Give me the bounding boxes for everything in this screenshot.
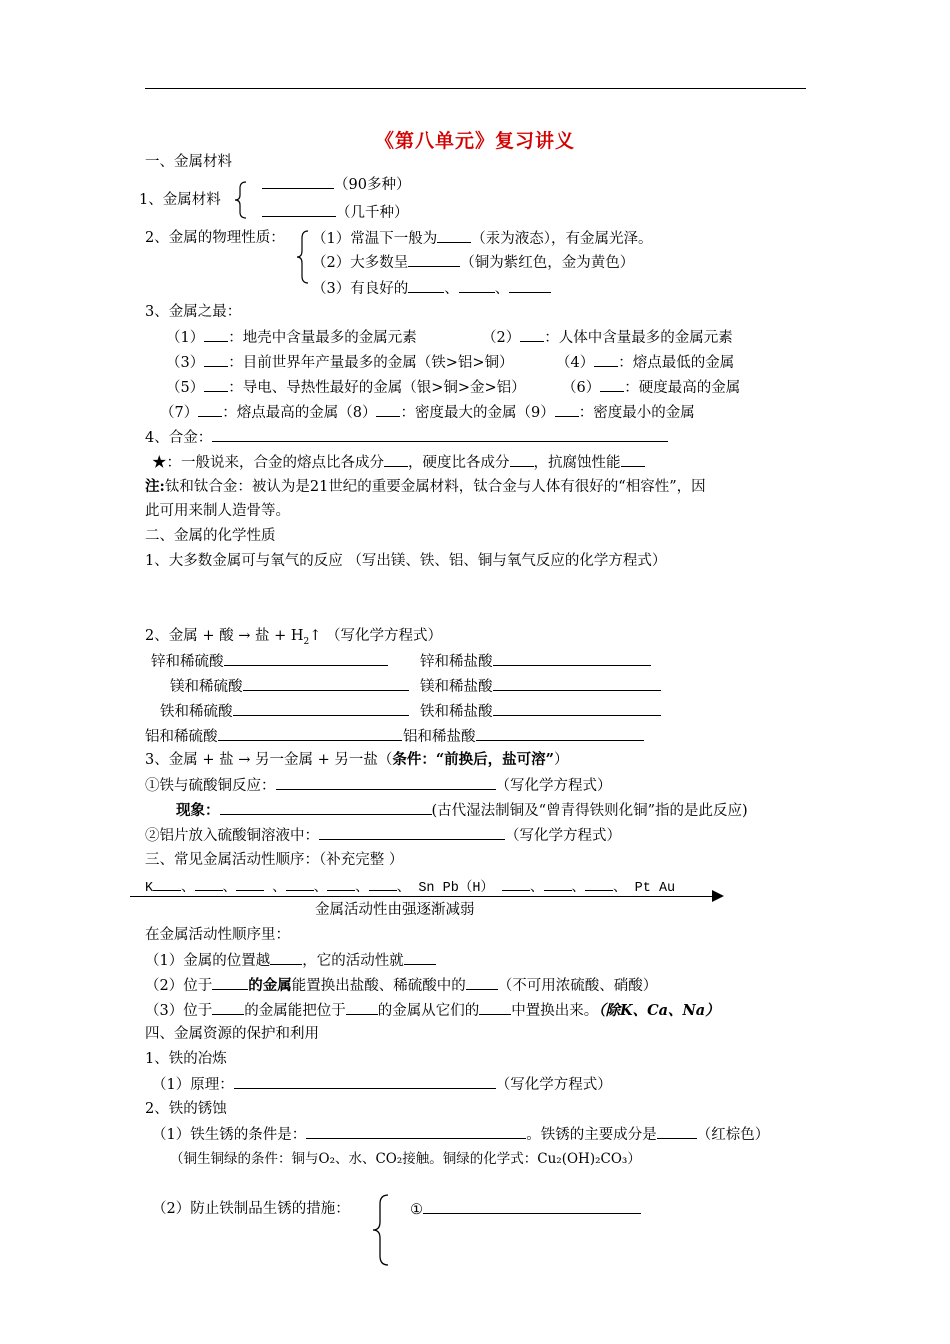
blank[interactable]: [459, 278, 495, 293]
brace-icon: [234, 181, 248, 219]
zn-hcl: 锌和稀盐酸: [420, 651, 651, 672]
smelting-principle: （1）原理： （写化学方程式）: [152, 1074, 612, 1095]
metal-superlatives-heading: 3、金属之最：: [145, 304, 242, 320]
blank[interactable]: [195, 876, 223, 891]
mg-h2so4: 镁和稀硫酸: [170, 676, 409, 697]
blank[interactable]: [198, 402, 222, 417]
blank[interactable]: [493, 651, 651, 666]
blank[interactable]: [220, 800, 432, 815]
section-4-heading: 四、金属资源的保护和利用: [145, 1026, 319, 1042]
blank[interactable]: [404, 950, 436, 965]
blank[interactable]: [204, 377, 228, 392]
zn-h2so4: 锌和稀硫酸: [151, 651, 388, 672]
blank[interactable]: [594, 352, 618, 367]
blank[interactable]: [423, 1199, 641, 1214]
blank[interactable]: [234, 1074, 496, 1089]
activity-intro: 在金属活动性顺序里：: [145, 927, 290, 943]
rule-3: （3）位于 的金属能把位于 的金属从它们的 中置换出来。（除K、Ca、Na）: [145, 1002, 720, 1019]
titanium-note-cont: 此可用来制人造骨等。: [145, 503, 290, 519]
blank[interactable]: [327, 876, 355, 891]
blank[interactable]: [346, 1000, 378, 1015]
blank[interactable]: [243, 676, 409, 691]
blank[interactable]: [408, 252, 460, 267]
fe-hcl: 铁和稀盐酸: [420, 701, 661, 722]
blank[interactable]: [319, 825, 505, 840]
blank[interactable]: [544, 876, 572, 891]
superlative-6: （6） ：硬度最高的金属: [562, 377, 740, 398]
blank[interactable]: [306, 1124, 526, 1139]
fe-cuso4: ①铁与硫酸铜反应： （写化学方程式）: [145, 775, 612, 796]
section-1-heading: 一、金属材料: [145, 154, 232, 170]
phenomenon-line: 现象： (古代湿法制铜及“曾青得铁则化铜”指的是此反应): [176, 802, 748, 819]
metal-type-2: （几千种）: [262, 202, 409, 223]
metal-material-label: 1、金属材料: [139, 192, 221, 208]
blank[interactable]: [153, 876, 181, 891]
activity-arrow: [130, 896, 718, 897]
metal-acid-heading: 2、金属 + 酸 → 盐 + $H_2↑$ （写化学方程式）: [145, 628, 442, 647]
blank[interactable]: [204, 327, 228, 342]
metal-salt-heading: 3、金属 + 盐 → 另一金属 + 另一盐（条件：“前换后，盐可溶”）: [145, 751, 569, 768]
al-h2so4: 铝和稀硫酸: [145, 726, 402, 747]
mg-hcl: 镁和稀盐酸: [420, 676, 661, 697]
al-hcl: 铝和稀盐酸: [403, 726, 644, 747]
blank[interactable]: [600, 377, 624, 392]
iron-smelting-heading: 1、铁的冶炼: [145, 1051, 227, 1067]
blank[interactable]: [286, 876, 314, 891]
blank[interactable]: [276, 775, 496, 790]
superlative-3: （3） ：目前世界年产量最多的金属（铁>铝>铜）: [166, 352, 514, 373]
blank[interactable]: [262, 202, 336, 217]
blank[interactable]: [212, 975, 248, 990]
blank[interactable]: [509, 278, 551, 293]
section-3-heading: 三、常见金属活动性顺序：（补充完整 ）: [145, 852, 404, 868]
prop-3: （3）有良好的 、 、: [312, 278, 551, 299]
blank[interactable]: [270, 950, 302, 965]
superlative-1: （1） ：地壳中含量最多的金属元素: [166, 327, 417, 348]
blank[interactable]: [520, 327, 544, 342]
brace-icon: [296, 230, 310, 284]
blank[interactable]: [212, 1000, 244, 1015]
page-title: 《第八单元》复习讲义: [374, 130, 575, 152]
rule-1: （1）金属的位置越 ，它的活动性就: [145, 950, 436, 971]
blank[interactable]: [621, 452, 645, 467]
blank[interactable]: [437, 228, 471, 243]
iron-rust-heading: 2、铁的锈蚀: [145, 1101, 227, 1117]
superlative-7-9: （7） ：熔点最高的金属（8） ：密度最大的金属（9） ：密度最小的金属: [160, 402, 695, 423]
rust-prevention-label: （2）防止铁制品生锈的措施：: [152, 1201, 350, 1217]
prevention-1: ①: [410, 1199, 641, 1220]
activity-series: K 、 、 、 、 、 、 Sn Pb（H） 、 、 、 Pt Au: [145, 876, 675, 899]
blank[interactable]: [384, 452, 408, 467]
blank[interactable]: [555, 402, 579, 417]
blank[interactable]: [369, 876, 397, 891]
alloy-star-line: ★：一般说来，合金的熔点比各成分 ，硬度比各成分 ，抗腐蚀性能: [152, 452, 645, 473]
blank[interactable]: [212, 427, 668, 442]
blank[interactable]: [236, 876, 264, 891]
blank[interactable]: [224, 651, 388, 666]
blank[interactable]: [502, 876, 530, 891]
rust-conditions: （1）铁生锈的条件是： 。铁锈的主要成分是 （红棕色）: [152, 1124, 769, 1145]
al-cuso4: ②铝片放入硫酸铜溶液中： （写化学方程式）: [145, 825, 621, 846]
titanium-note: 注:钛和钛合金：被认为是21世纪的重要金属材料，钛合金与人体有很好的“相容性”，因: [145, 478, 706, 495]
blank[interactable]: [493, 701, 661, 716]
prop-2: （2）大多数呈 （铜为紫红色，金为黄色）: [312, 252, 634, 273]
oxygen-reaction: 1、大多数金属可与氧气的反应 （写出镁、铁、铝、铜与氧气反应的化学方程式）: [145, 553, 667, 569]
blank[interactable]: [218, 726, 402, 741]
superlative-2: （2） ：人体中含量最多的金属元素: [482, 327, 733, 348]
blank[interactable]: [493, 676, 661, 691]
alloy-line: 4、合金：: [145, 427, 668, 448]
copper-patina-note: （铜生铜绿的条件：铜与O₂、水、CO₂接触。铜绿的化学式：Cu₂(OH)₂CO₃）: [170, 1151, 641, 1167]
blank[interactable]: [585, 876, 613, 891]
physical-props-label: 2、金属的物理性质：: [145, 230, 285, 246]
blank[interactable]: [657, 1124, 697, 1139]
brace-icon: [372, 1194, 390, 1266]
superlative-4: （4） ：熔点最低的金属: [556, 352, 734, 373]
blank[interactable]: [408, 278, 444, 293]
blank[interactable]: [479, 1000, 511, 1015]
blank[interactable]: [476, 726, 644, 741]
superlative-5: （5） ：导电、导热性最好的金属（银>铜>金>铝）: [166, 377, 526, 398]
fe-h2so4: 铁和稀硫酸: [160, 701, 409, 722]
blank[interactable]: [376, 402, 400, 417]
blank[interactable]: [204, 352, 228, 367]
activity-arrow-label: 金属活动性由强逐渐减弱: [315, 902, 475, 918]
prop-1: （1）常温下一般为 （汞为液态），有金属光泽。: [312, 228, 652, 249]
header-rule: [145, 88, 806, 89]
metal-type-1: （90多种）: [262, 174, 410, 195]
blank[interactable]: [466, 975, 498, 990]
rule-2: （2）位于 的金属能置换出盐酸、稀硫酸中的 （不可用浓硫酸、硝酸）: [145, 977, 658, 994]
blank[interactable]: [233, 701, 409, 716]
blank[interactable]: [262, 174, 334, 189]
arrow-head-icon: [712, 890, 724, 902]
blank[interactable]: [510, 452, 534, 467]
section-2-heading: 二、金属的化学性质: [145, 528, 276, 544]
